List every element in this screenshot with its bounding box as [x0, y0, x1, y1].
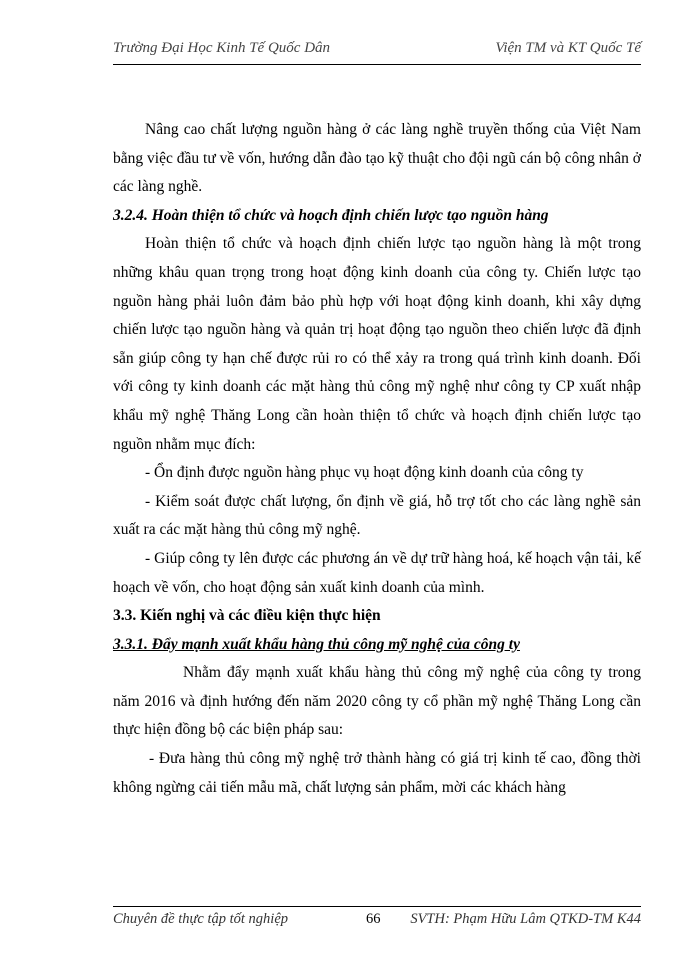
section-heading-3-3-1: 3.3.1. Đẩy mạnh xuất khẩu hàng thủ công mỹ nghệ của công ty: [113, 635, 520, 653]
page-number: 66: [366, 911, 381, 927]
paragraph-quality-improvement: Nâng cao chất lượng nguồn hàng ở các làng nghề truyền thống của Việt Nam bằng việc đầu tư về vốn, hướng dẫn đào tạo kỹ thuật cho đội ngũ cán bộ công nhân ở các làng nghề.: [113, 121, 641, 196]
paragraph-strategy: Hoàn thiện tổ chức và hoạch định chiến lược tạo nguồn hàng là một trong những khâu quan trọng trong hoạt động kinh doanh của công ty. Chiến lược tạo nguồn hàng phải luôn đảm bảo phù hợp với hoạt động kinh doanh, khi xây dựng chiến lược tạo nguồn hàng và quản trị hoạt động tạo nguồn theo chiến lược đã định sẵn giúp công ty hạn chế được rủi ro có thể xảy ra trong quá trình kinh doanh. Đối với công ty kinh doanh các mặt hàng thủ công mỹ nghệ như công ty CP xuất nhập khẩu mỹ nghệ Thăng Long cần hoàn thiện tổ chức và hoạch định chiến lược tạo nguồn nhằm mục đích:: [113, 235, 641, 453]
section-heading-3-2-4: 3.2.4. Hoàn thiện tổ chức và hoạch định chiến lược tạo nguồn hàng: [113, 206, 549, 224]
bullet-high-value-goods: - Đưa hàng thủ công mỹ nghệ trở thành hàng có giá trị kinh tế cao, đồng thời không ngừng cải tiến mẫu mã, chất lượng sản phẩm, mời các khách hàng: [113, 750, 641, 796]
page-footer: [113, 906, 641, 931]
paragraph-export-push: Nhằm đẩy mạnh xuất khẩu hàng thủ công mỹ nghệ của công ty trong năm 2016 và định hướng đến năm 2020 công ty cổ phần mỹ nghệ Thăng Long cần thực hiện đồng bộ các biện pháp sau:: [113, 664, 641, 739]
footer-student-info: SVTH: Phạm Hữu Lâm QTKD-TM K44: [410, 911, 641, 927]
bullet-stable-source: - Ổn định được nguồn hàng phục vụ hoạt động kinh doanh của công ty: [145, 464, 584, 482]
footer-report-title: Chuyên đề thực tập tốt nghiệp: [113, 911, 289, 927]
header-institute-name: Viện TM và KT Quốc Tế: [495, 40, 641, 56]
bullet-planning: - Giúp công ty lên được các phương án về dự trữ hàng hoá, kế hoạch vận tải, kế hoạch về vốn, cho hoạt động sản xuất kinh doanh của mình.: [113, 549, 641, 596]
header-school-name: Trường Đại Học Kinh Tế Quốc Dân: [113, 40, 331, 56]
document-body: [113, 116, 641, 802]
bullet-quality-control: - Kiểm soát được chất lượng, ổn định về giá, hỗ trợ tốt cho các làng nghề sản xuất ra các mặt hàng thủ công mỹ nghệ.: [113, 492, 641, 539]
section-heading-3-3: 3.3. Kiến nghị và các điều kiện thực hiện: [113, 607, 381, 625]
page-header: [113, 38, 641, 65]
